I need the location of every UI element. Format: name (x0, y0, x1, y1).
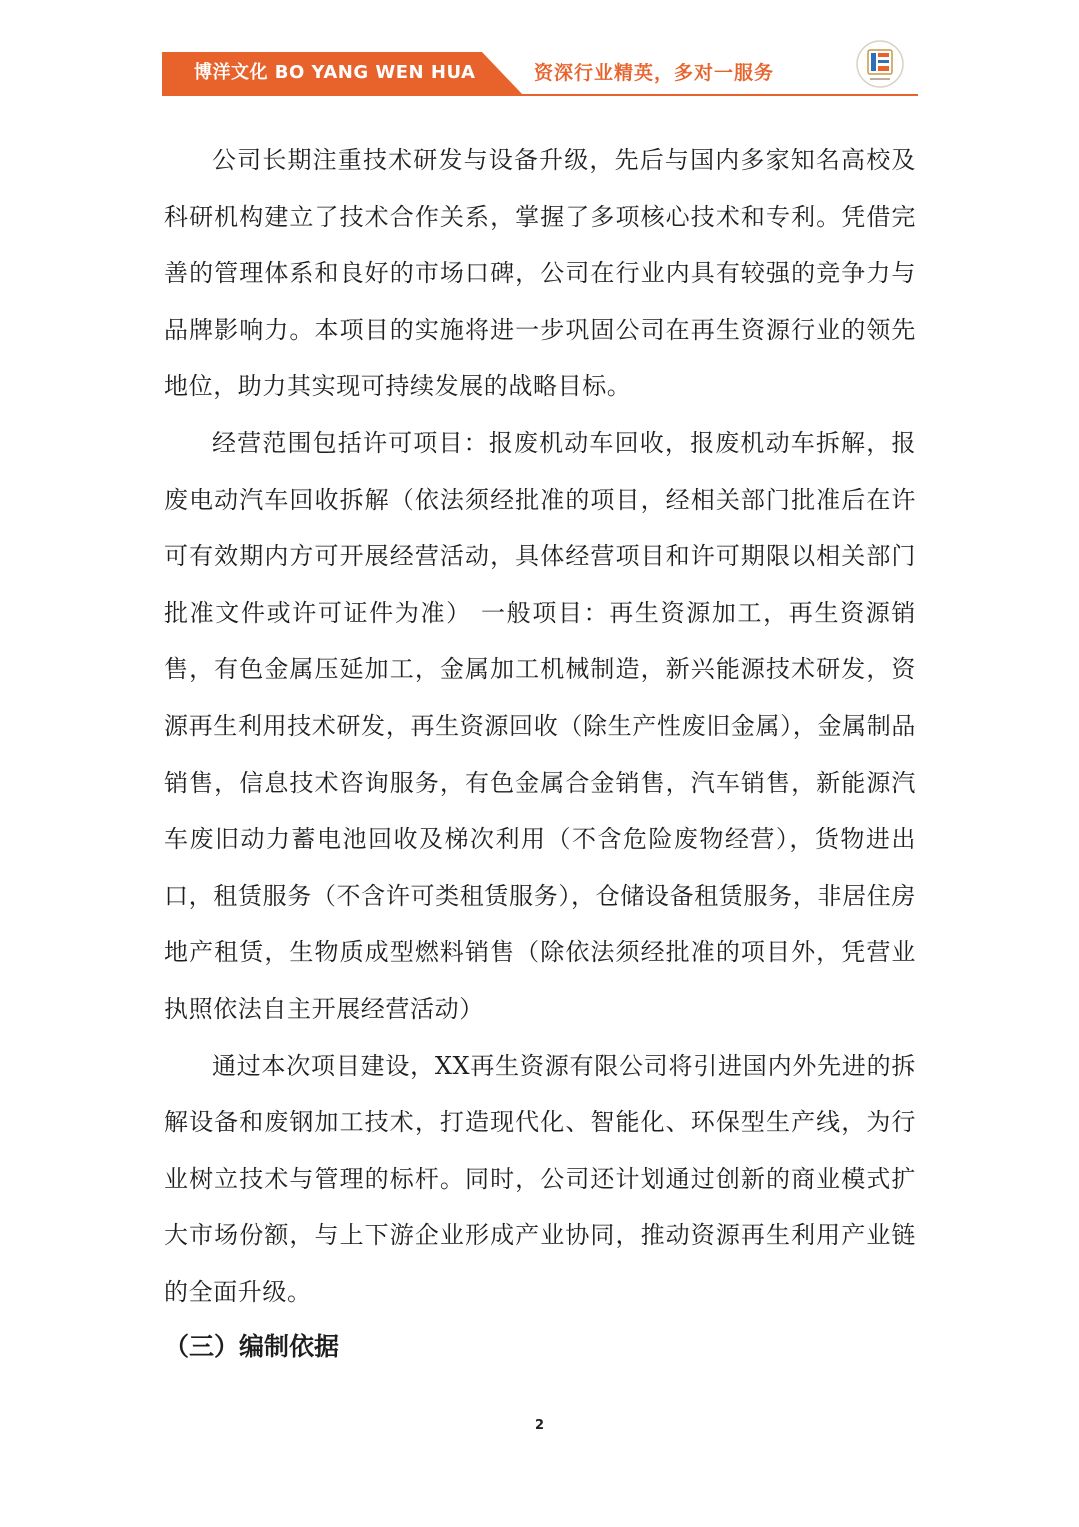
header-slogan: 资深行业精英，多对一服务 (534, 62, 775, 84)
header-divider (162, 94, 918, 96)
document-body (164, 132, 916, 1320)
page-header (162, 52, 918, 96)
page-number: 2 (534, 1418, 545, 1433)
paragraph-company-research: 公司长期注重技术研发与设备升级，先后与国内多家知名高校及科研机构建立了技术合作关系，掌握了多项核心技术和专利。凭借完善的管理体系和良好的市场口碑，公司在行业内具有较强的竞争力与品牌影响力。本项目的实施将进一步巩固公司在再生资源行业的领先地位，助力其实现可持续发展的战略目标。 (164, 146, 916, 401)
brand-banner (162, 52, 522, 94)
brand-name: 博洋文化 BO YANG WEN HUA (194, 62, 476, 83)
paragraph-project-construction: 通过本次项目建设，XX再生资源有限公司将引进国内外先进的拆解设备和废钢加工技术，打造现代化、智能化、环保型生产线，为行业树立技术与管理的标杆。同时，公司还计划通过创新的商业模式扩大市场份额，与上下游企业形成产业协同，推动资源再生利用产业链的全面升级。 (164, 1051, 916, 1306)
section-heading: （三）编制依据 (164, 1332, 340, 1361)
boyang-logo-icon (854, 38, 906, 90)
paragraph-business-scope: 经营范围包括许可项目：报废机动车回收，报废机动车拆解，报废电动汽车回收拆解（依法须经批准的项目，经相关部门批准后在许可有效期内方可开展经营活动，具体经营项目和许可期限以相关部门批准文件或许可证件为准） 一般项目：再生资源加工，再生资源销售，有色金属压延加工，金属加工机械制造，新兴能源技术研发，资源再生利用技术研发，再生资源回收（除生产性废旧金属），金属制品销售，信息技术咨询服务，有色金属合金销售，汽车销售，新能源汽车废旧动力蓄电池回收及梯次利用（不含危险废物经营），货物进出口，租赁服务（不含许可类租赁服务），仓储设备租赁服务，非居住房地产租赁，生物质成型燃料销售（除依法须经批准的项目外，凭营业执照依法自主开展经营活动） (164, 428, 916, 1023)
